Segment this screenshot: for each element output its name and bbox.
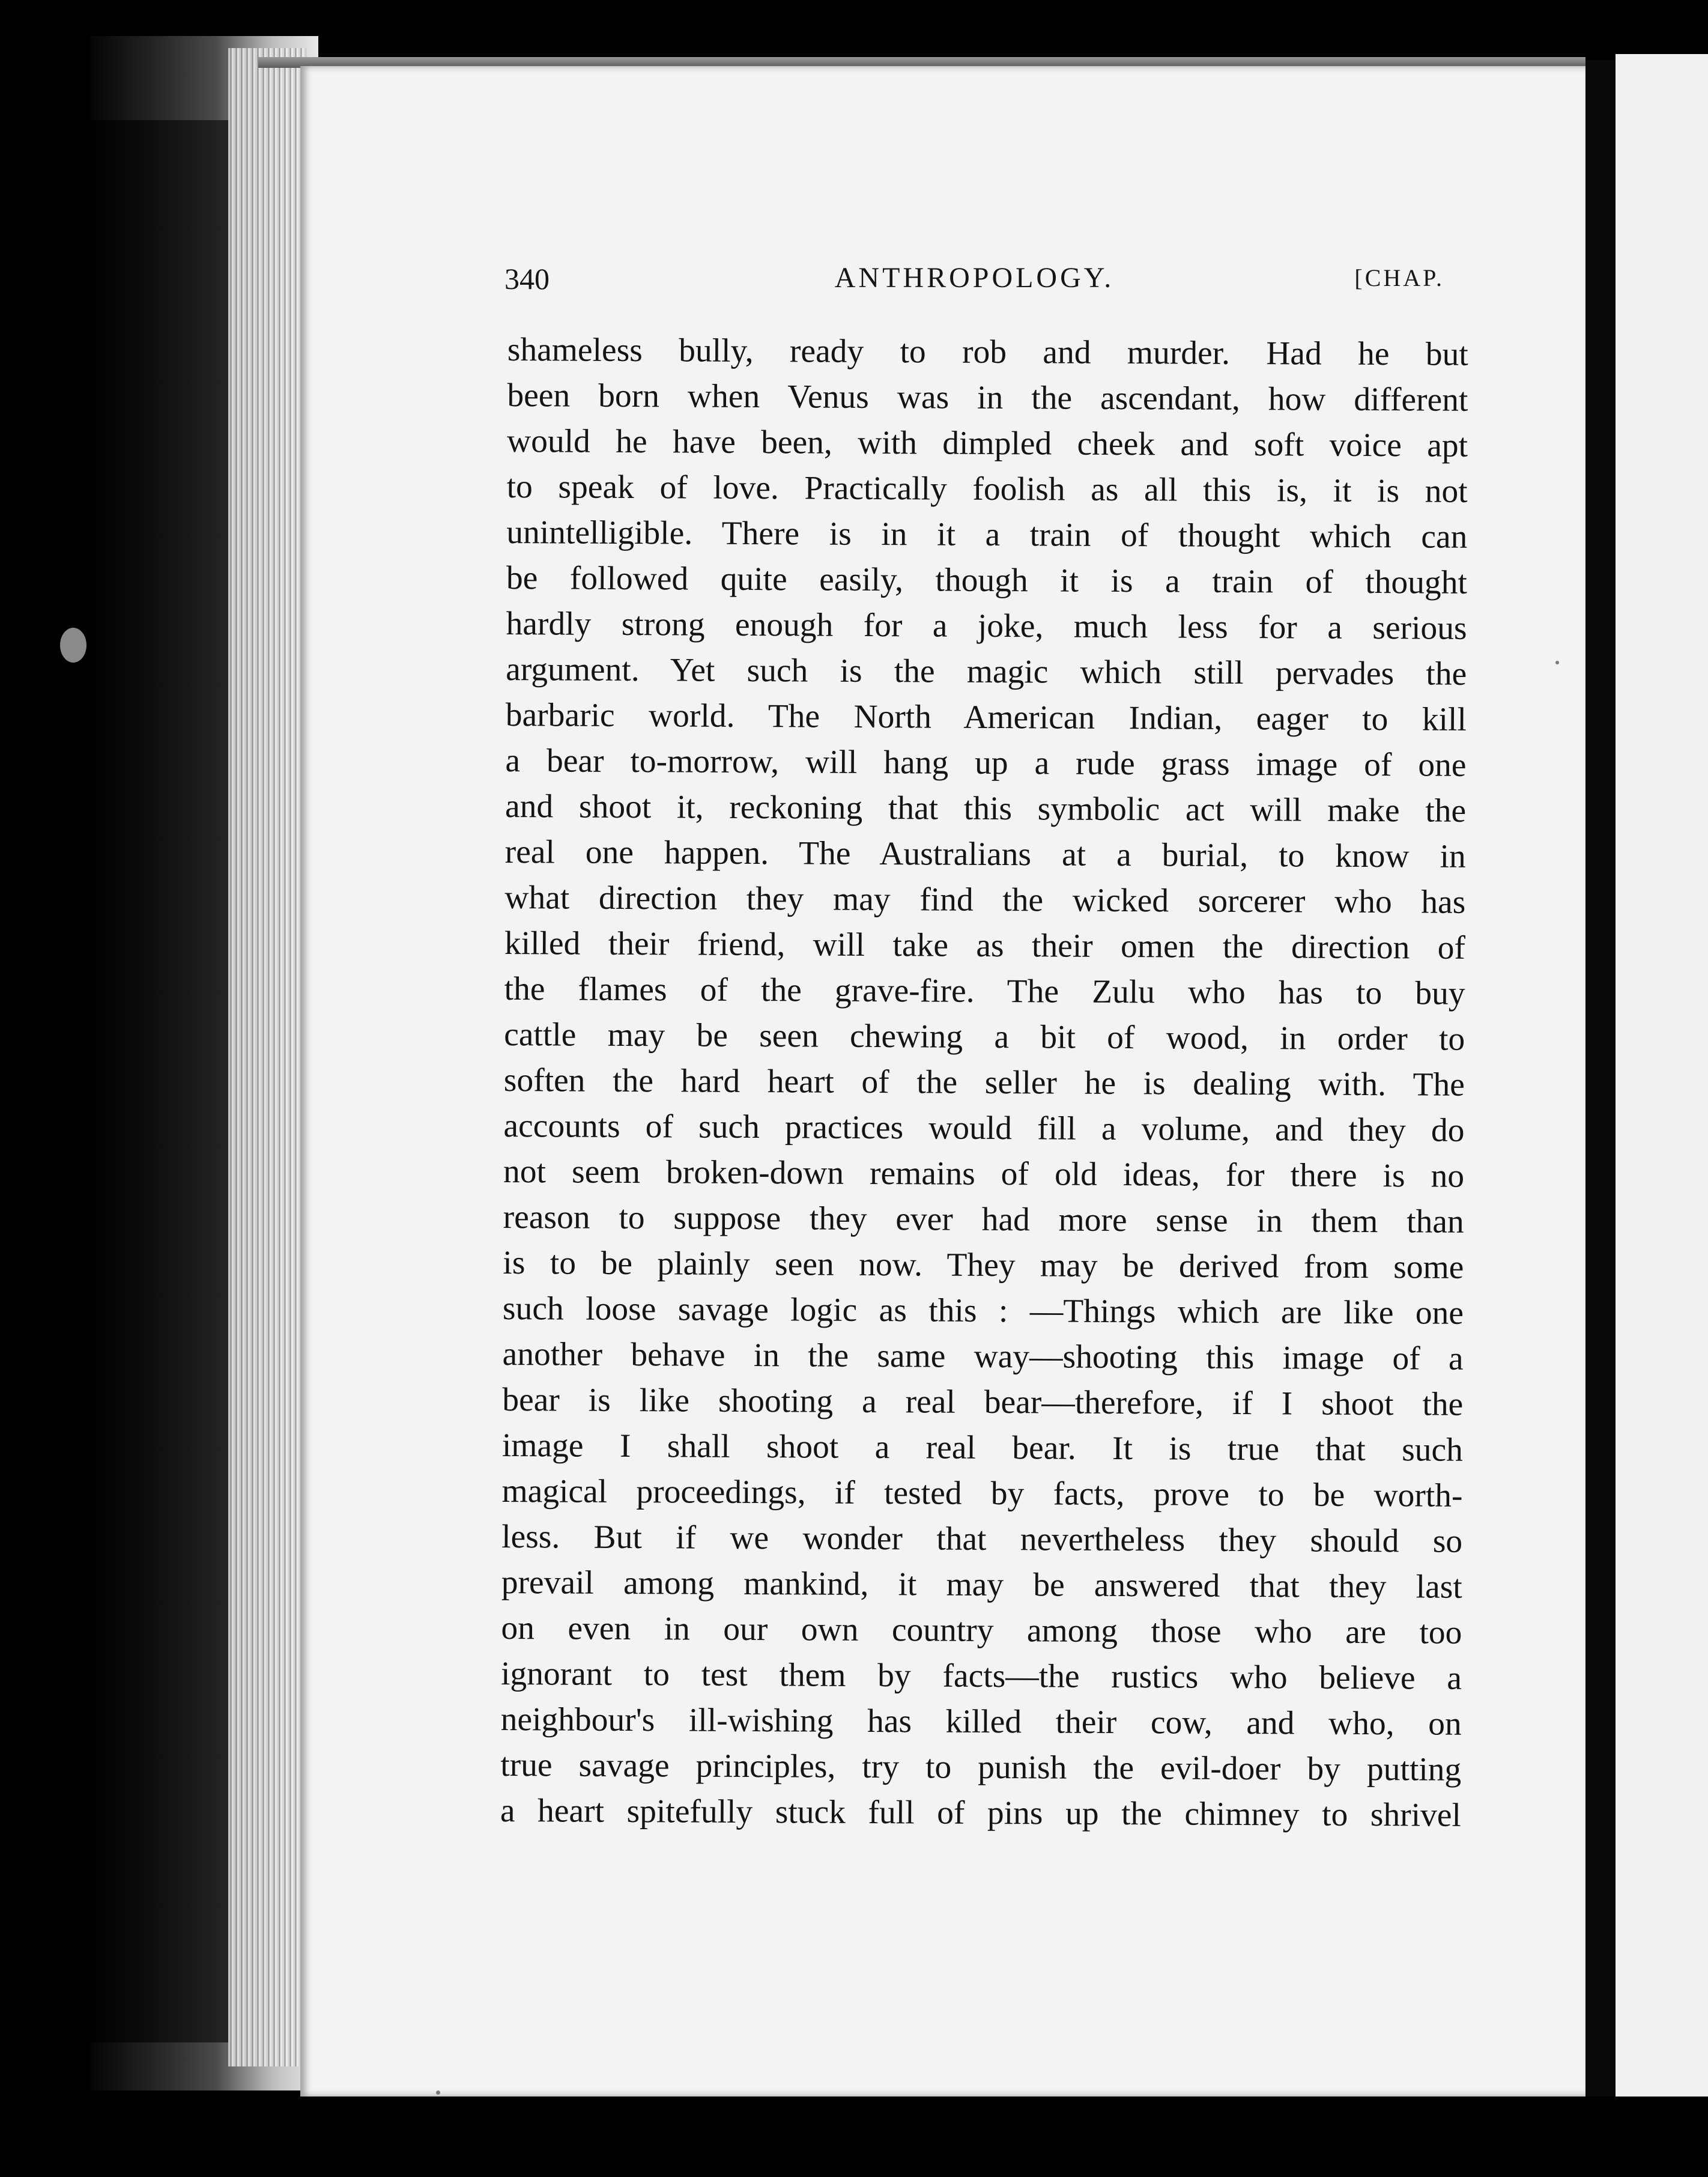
text-line: be followed quite easily, though it is a train of thought [506,559,1468,601]
text-line: prevail among mankind, it may be answered that they last [501,1564,1462,1606]
gutter-shadow-right [1585,60,1616,2097]
text-line: not seem broken-down remains of old ideas, for there is no [503,1153,1465,1195]
text-line: accounts of such practices would fill a volume, and they do [503,1107,1465,1149]
text-line: killed their friend, will take as their omen the direction of [504,925,1466,967]
page-stack-lines [228,48,306,2066]
text-line: shameless bully, ready to rob and murder. Had he but [507,331,1468,373]
text-line: a bear to-morrow, will hang up a rude grass image of one [505,742,1467,784]
text-line: been born when Venus was in the ascendant, how different [507,377,1468,419]
running-title: ANTHROPOLOGY. [834,262,1115,294]
text-line: neighbour's ill-wishing has killed their cow, and who, on [500,1701,1462,1743]
running-header [504,261,1444,303]
text-line: is to be plainly seen now. They may be derived from some [503,1244,1464,1286]
text-line: barbaric world. The North American Indian, eager to kill [505,696,1467,738]
text-line: another behave in the same way—shooting this image of a [502,1335,1464,1377]
text-line: argument. Yet such is the magic which still pervades the [506,651,1467,693]
text-line: bear is like shooting a real bear—therefore, if I shoot the [502,1381,1464,1423]
text-line: and shoot it, reckoning that this symbolic act will make the [504,788,1467,830]
facing-page-edge [1616,54,1708,2097]
text-line: soften the hard heart of the seller he is dealing with. The [503,1061,1465,1104]
text-line: cattle may be seen chewing a bit of wood, in order to [504,1016,1465,1058]
text-line: what direction they may find the wicked sorcerer who has [504,879,1466,921]
text-line: image I shall shoot a real bear. It is true that such [501,1427,1464,1469]
text-line: such loose savage logic as this : —Things which are like one [502,1290,1464,1332]
text-line: unintelligible. There is in it a train of thought which can [506,514,1468,556]
text-line: would he have been, with dimpled cheek and soft voice apt [506,422,1468,464]
text-line: reason to suppose they ever had more sense in them than [503,1198,1464,1240]
dust-speck [436,2090,440,2095]
text-line: to speak of love. Practically foolish as all this is, it is not [506,468,1468,510]
dust-speck [60,628,86,663]
text-line: the flames of the grave-fire. The Zulu who has to buy [504,970,1465,1012]
text-line: less. But if we wonder that nevertheless they should so [501,1518,1463,1560]
text-line: magical proceedings, if tested by facts, prove to be worth- [501,1472,1463,1514]
text-line: hardly strong enough for a joke, much less for a serious [506,605,1467,647]
text-line: ignorant to test them by facts—the rustics who believe a [500,1655,1462,1697]
binding-shadow [90,120,228,2042]
body-text [500,327,1468,1839]
text-line: true savage principles, try to punish the evil-doer by putting [500,1746,1462,1788]
text-line: a heart spitefully stuck full of pins up the chimney to shrivel [500,1792,1462,1834]
text-line: real one happen. The Australians at a burial, to know in [504,833,1466,875]
dust-speck [1555,661,1559,664]
text-line: on even in our own country among those who are too [501,1609,1462,1651]
page-number: 340 [504,262,550,296]
chapter-marker: [CHAP. [1354,264,1444,291]
